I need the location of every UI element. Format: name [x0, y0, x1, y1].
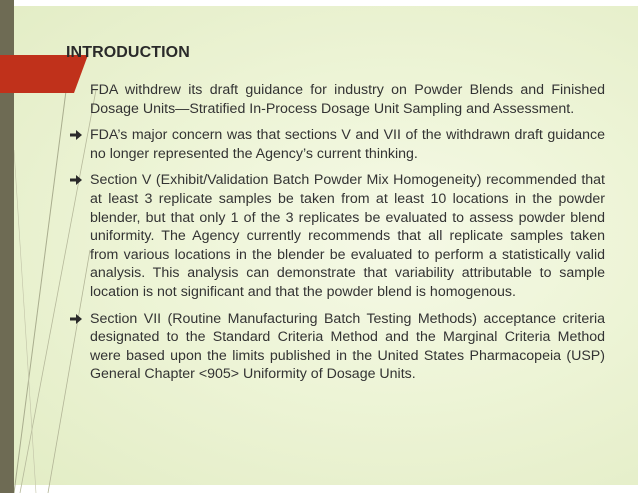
bullet-text: Section V (Exhibit/Validation Batch Powder Mix Homogeneity) recommended that at least 3 replicate samples be taken from at least 10 locations in the powder blender, but that only 1 of the 3 replicates be evaluated to assess powder blend uniformity. The Agency currently recommends that all replicate samples taken from various locations in the blender be evaluated to perform a statistically valid analysis. This analysis can demonstrate that variability attributable to sample location is not significant and that the powder blend is homogenous. [90, 172, 605, 300]
bullet-text: Section VII (Routine Manufacturing Batch Testing Methods) acceptance criteria designated to the Standard Criteria Method and the Marginal Criteria Method were based upon the limits published in the United States Pharmacopeia (USP) General Chapter <905> Uniformity of Dosage Units. [90, 310, 605, 383]
bullet-text: FDA’s major concern was that sections V and VII of the withdrawn draft guidance no longer represented the Agency’s current thinking. [90, 127, 605, 162]
slide-body [90, 81, 605, 384]
bullet-item [90, 126, 605, 163]
arrow-bullet-icon [69, 312, 83, 326]
arrow-bullet-icon [69, 128, 83, 142]
arrow-bullet-icon [69, 173, 83, 187]
bullet-item [90, 171, 605, 301]
intro-paragraph [90, 81, 605, 118]
bullet-item [90, 310, 605, 384]
slide-title: INTRODUCTION [66, 44, 190, 61]
paragraph-text: FDA withdrew its draft guidance for industry on Powder Blends and Finished Dosage Units—Stratified In-Process Dosage Unit Sampling and Assessment. [90, 82, 605, 117]
